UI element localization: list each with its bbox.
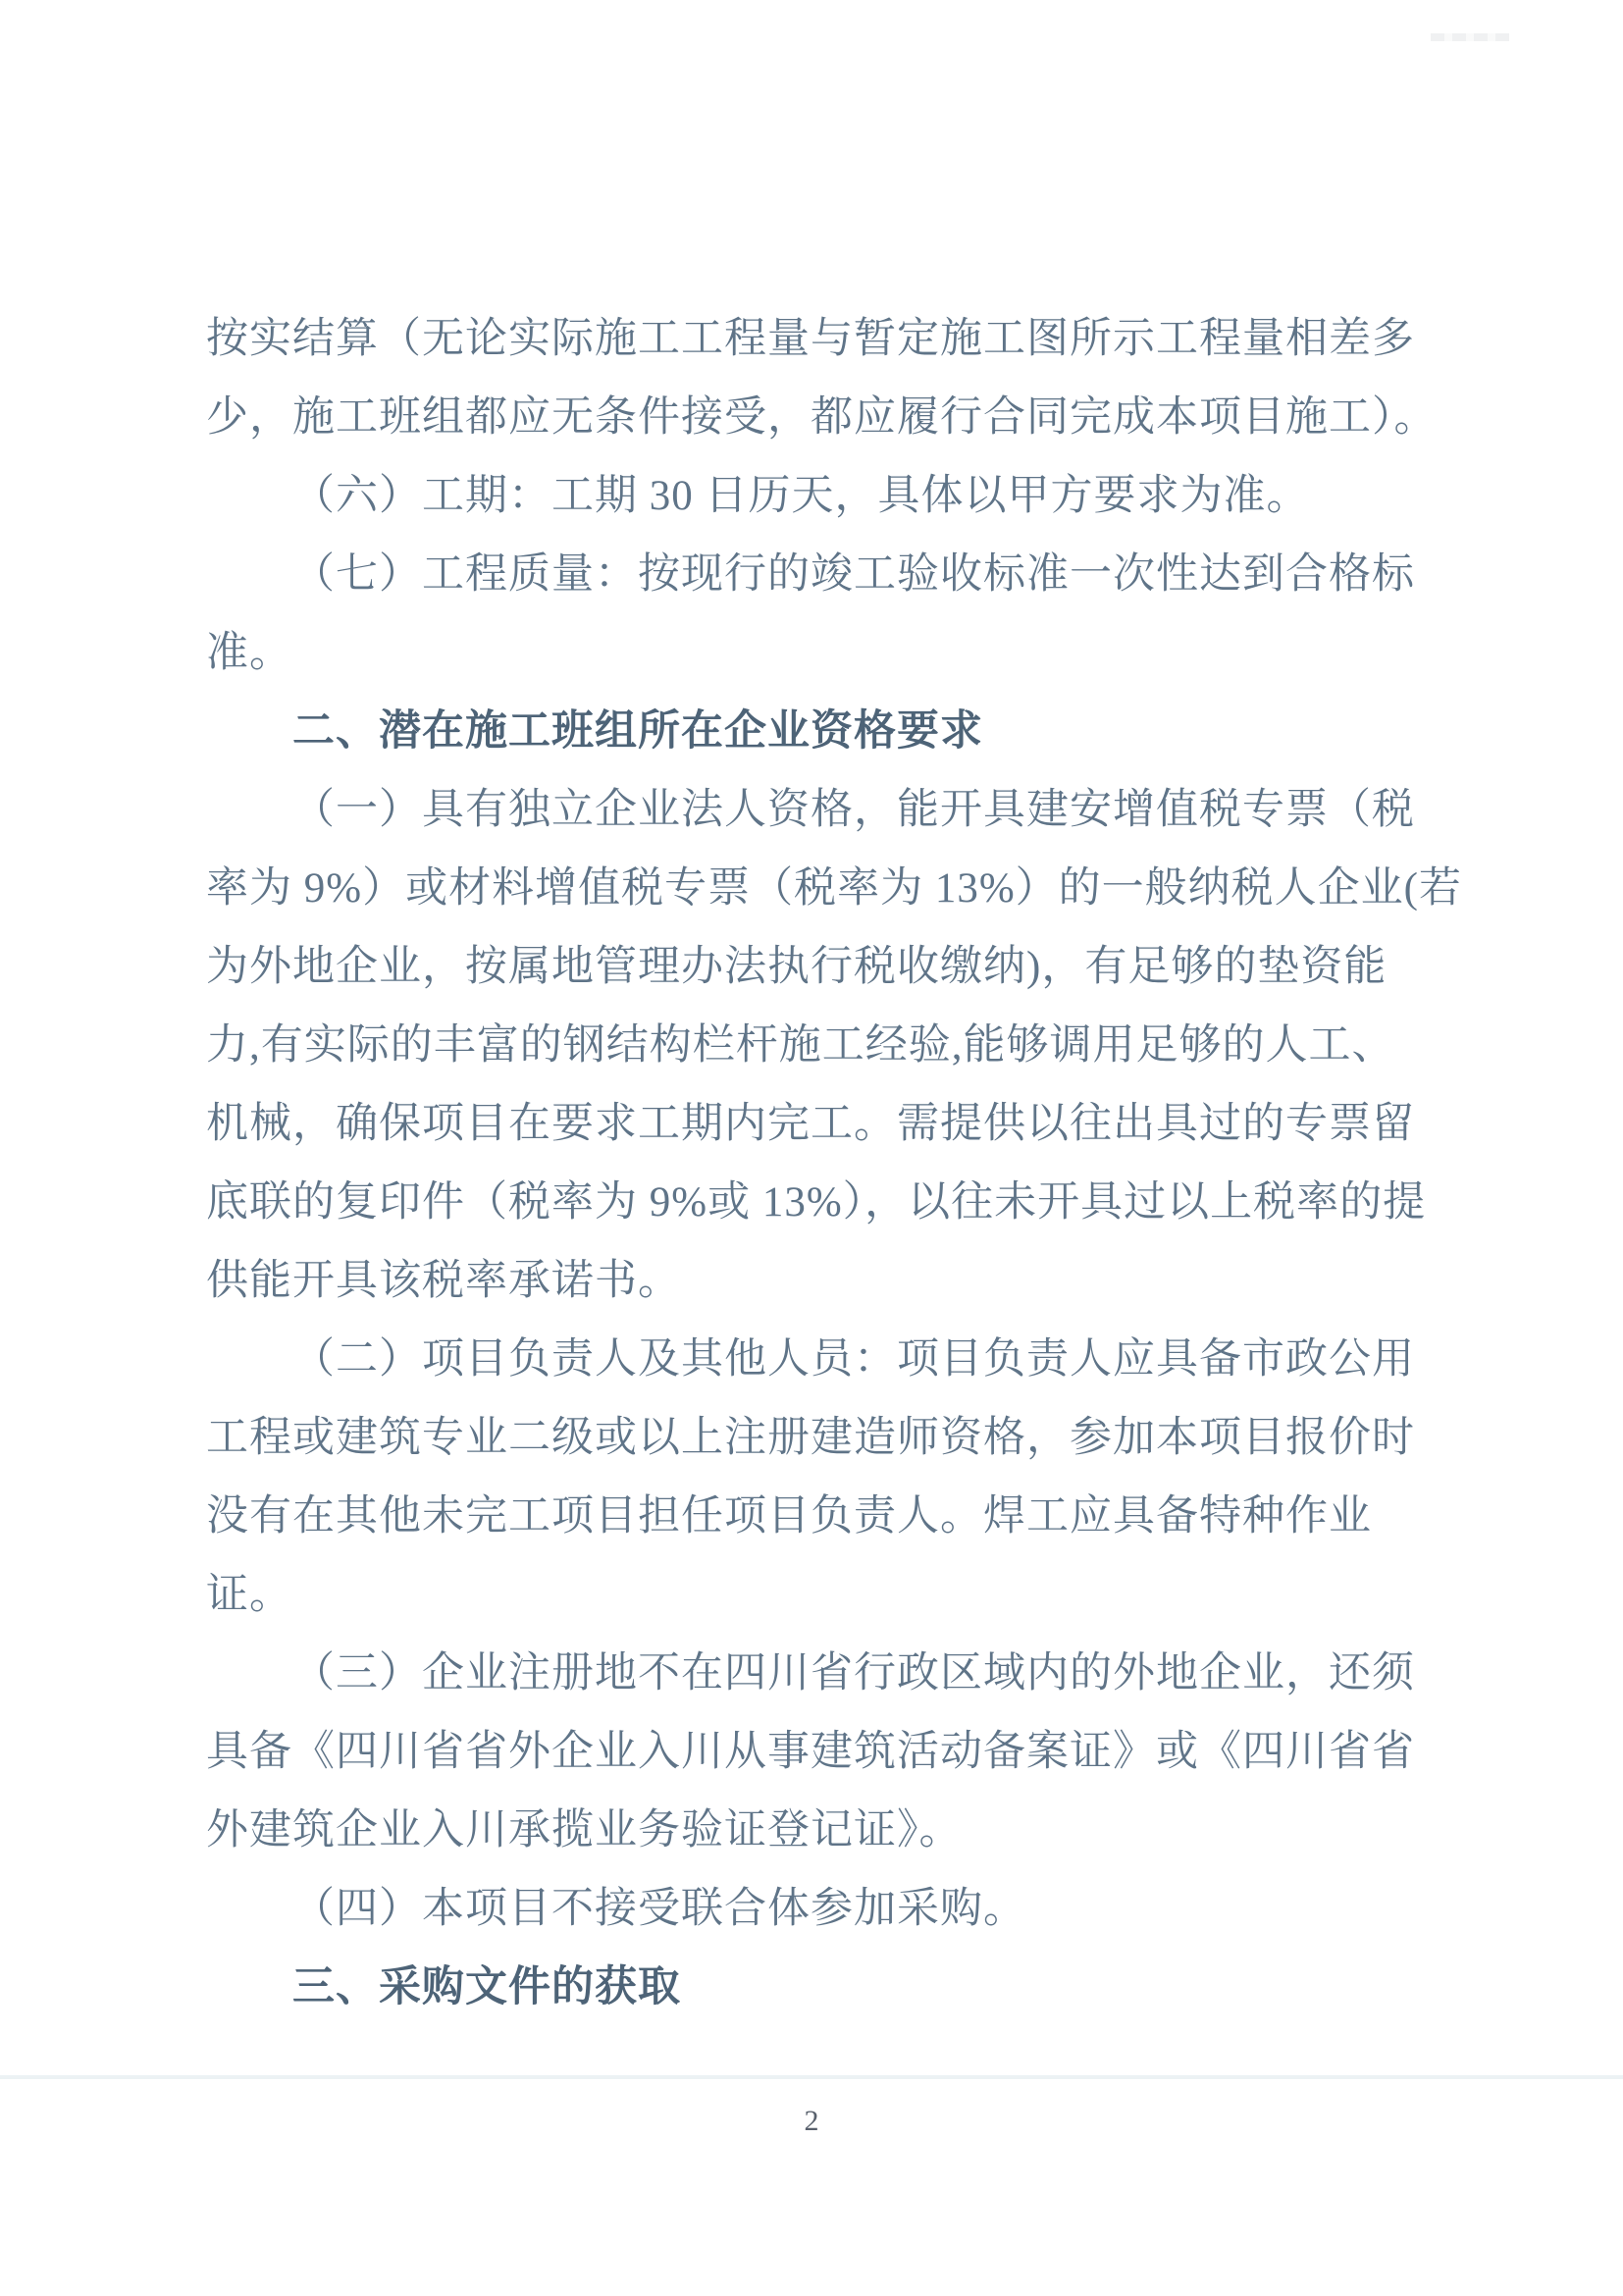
- text-line: 证。: [206, 1572, 292, 1618]
- paragraph: [206, 1635, 1482, 1870]
- text-line: 没有在其他未完工项目担任项目负责人。焊工应具备特种作业: [206, 1493, 1372, 1539]
- text-line: （六）工期：工期 30 日历天，具体以甲方要求为准。: [292, 473, 1310, 519]
- paragraph: [206, 771, 1482, 1321]
- text-line: 工程或建筑专业二级或以上注册建造师资格，参加本项目报价时: [206, 1415, 1415, 1461]
- text-line: （七）工程质量：按现行的竣工验收标准一次性达到合格标: [292, 551, 1415, 598]
- paragraph: [206, 457, 1482, 536]
- text-line: 为外地企业，按属地管理办法执行税收缴纳)，有足够的垫资能: [206, 944, 1387, 990]
- scan-line-artifact: [0, 2075, 1623, 2079]
- text-line: 率为 9%）或材料增值税专票（税率为 13%）的一般纳税人企业(若: [206, 865, 1462, 912]
- text-line: 准。: [206, 630, 292, 676]
- text-line: 少，施工班组都应无条件接受，都应履行合同完成本项目施工）。: [206, 394, 1438, 441]
- text-line: 三、采购文件的获取: [292, 1964, 681, 2010]
- text-line: 机械，确保项目在要求工期内完工。需提供以往出具过的专票留: [206, 1101, 1415, 1147]
- text-line: 具备《四川省省外企业入川从事建筑活动备案证》或《四川省省: [206, 1729, 1415, 1775]
- paragraph: [206, 1321, 1482, 1635]
- scan-smudge-artifact: [1431, 33, 1509, 41]
- text-line: 外建筑企业入川承揽业务验证登记证》。: [206, 1807, 963, 1853]
- text-line: （四）本项目不接受联合体参加采购。: [292, 1886, 1026, 1932]
- text-line: 供能开具该税率承诺书。: [206, 1258, 681, 1304]
- section-heading: [206, 693, 1482, 771]
- section-heading: [206, 1949, 1482, 2027]
- page-number: 2: [804, 2105, 819, 2137]
- text-line: 二、潜在施工班组所在企业资格要求: [292, 708, 983, 755]
- paragraph: [206, 1870, 1482, 1949]
- text-line: 力,有实际的丰富的钢结构栏杆施工经验,能够调用足够的人工、: [206, 1022, 1395, 1069]
- text-line: （一）具有独立企业法人资格，能开具建安增值税专票（税: [292, 787, 1415, 833]
- paragraph: [206, 300, 1482, 457]
- text-line: 按实结算（无论实际施工工程量与暂定施工图所示工程量相差多: [206, 316, 1415, 362]
- text-line: 底联的复印件（税率为 9%或 13%），以往未开具过以上税率的提: [206, 1179, 1427, 1226]
- text-line: （三）企业注册地不在四川省行政区域内的外地企业，还须: [292, 1650, 1415, 1696]
- paragraph: [206, 536, 1482, 693]
- text-line: （二）项目负责人及其他人员：项目负责人应具备市政公用: [292, 1336, 1415, 1383]
- document-body: [206, 300, 1482, 2027]
